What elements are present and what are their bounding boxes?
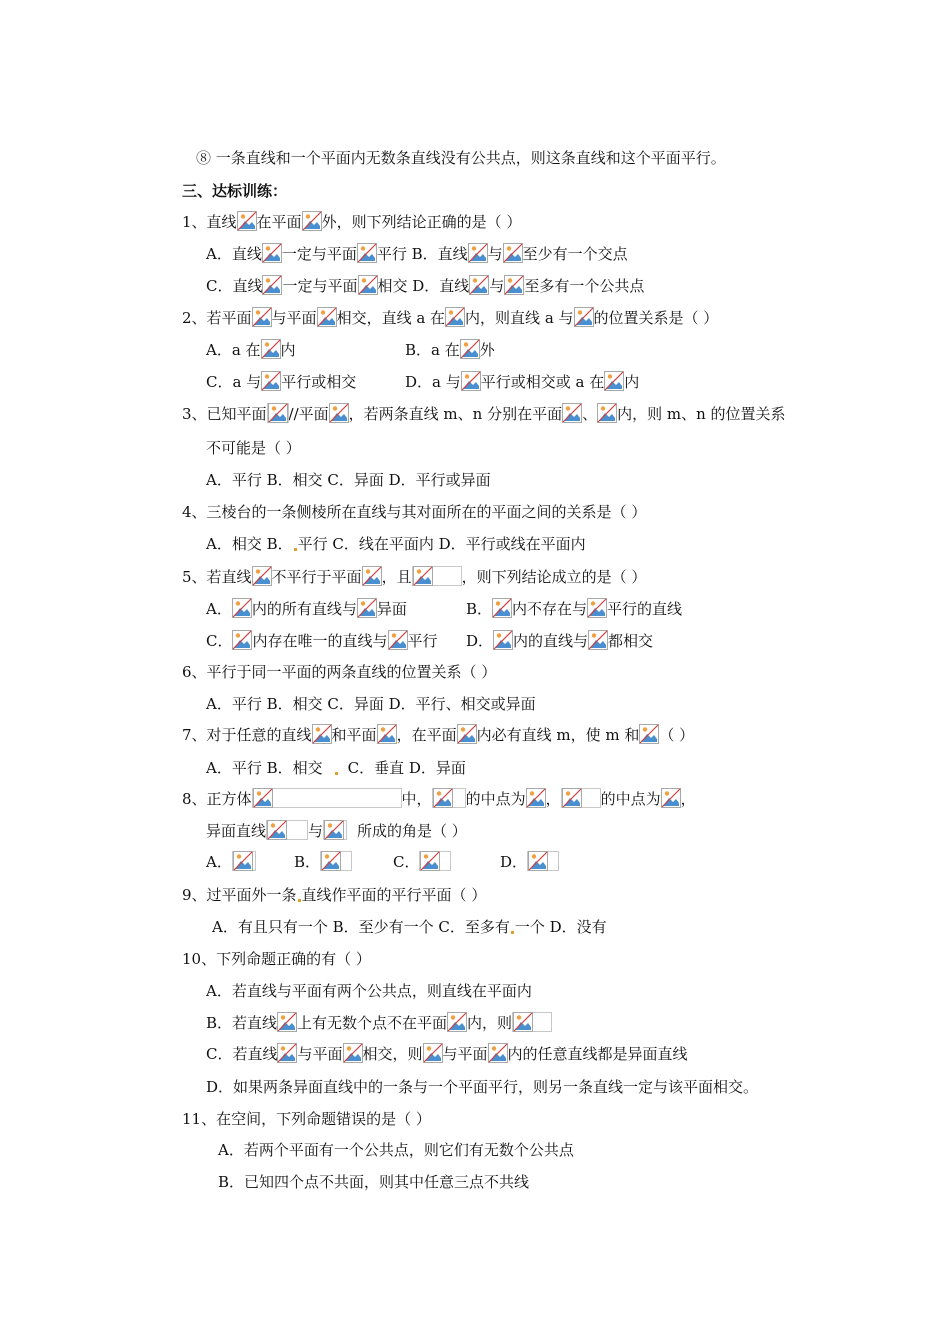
question-10 (182, 949, 371, 969)
text-fragment: 与 (487, 245, 503, 263)
text-fragment: 3、已知平面 (182, 405, 267, 423)
text-fragment: 内不存在与 (512, 600, 588, 618)
text-fragment: C．直线 (206, 277, 263, 295)
text-fragment: 异面直线 (206, 822, 267, 840)
text-fragment: 2、若平面 (182, 309, 252, 327)
broken-image-icon (317, 307, 337, 327)
text-fragment: 内 (280, 341, 296, 359)
text-fragment: 直线作平面的平行平面（ ） (301, 886, 487, 904)
question-4-options (206, 534, 586, 554)
broken-image-icon (268, 403, 288, 423)
text-fragment: 4、三棱台的一条侧棱所在直线与其对面所在的平面之间的关系是（ ） (182, 503, 647, 521)
text-fragment: 至少有一个交点 (522, 245, 628, 263)
text-fragment: 9、过平面外一条 (182, 886, 297, 904)
broken-image-icon (528, 851, 548, 871)
text-fragment: ，且 (381, 568, 412, 586)
image-placeholder (252, 788, 402, 808)
broken-image-icon (302, 211, 322, 231)
question-9 (182, 885, 486, 905)
broken-image-icon (504, 275, 524, 295)
image-placeholder (267, 403, 289, 423)
question-6-options (206, 694, 536, 714)
broken-image-icon (253, 788, 273, 808)
text-fragment: A．若直线与平面有两个公共点，则直线在平面内 (206, 982, 532, 1000)
image-placeholder (232, 851, 256, 871)
broken-image-icon (433, 788, 453, 808)
broken-image-icon (513, 1012, 533, 1032)
text-fragment: 都相交 (608, 632, 654, 650)
text-fragment: 内必有直线 m，使 m 和 (476, 726, 640, 744)
text-fragment: ， (680, 790, 696, 808)
text-fragment: A． (206, 853, 232, 871)
text-fragment: A．有且只有一个 B．至少有一个 C．至多有 (212, 918, 510, 936)
text-fragment: D．a 与 (405, 373, 461, 391)
text-fragment: A． (206, 600, 232, 618)
broken-image-icon (252, 307, 272, 327)
broken-image-icon (597, 403, 617, 423)
text-fragment: 、 (582, 405, 598, 423)
image-placeholder (320, 851, 352, 871)
image-placeholder (412, 566, 462, 586)
broken-image-icon (574, 307, 594, 327)
broken-image-icon (413, 566, 433, 586)
question-3 (182, 403, 786, 423)
question-2-option-b (405, 339, 495, 359)
question-8-option-a (206, 851, 256, 871)
broken-image-icon (493, 630, 513, 650)
text-fragment: 10、下列命题正确的有（ ） (182, 950, 371, 968)
text-fragment: B． (466, 600, 493, 618)
stray-dot (335, 772, 338, 775)
question-5-option-d (466, 630, 653, 650)
text-fragment: A．a 在 (206, 341, 261, 359)
text-fragment: //平面 (288, 405, 329, 423)
question-3-cont (206, 438, 301, 458)
text-fragment: 内 (624, 373, 640, 391)
question-11-option-a (218, 1140, 574, 1160)
text-fragment: 平行 C．线在平面内 D．平行或线在平面内 (297, 535, 586, 553)
text-fragment: 不可能是（ ） (206, 439, 301, 457)
text-fragment: 外，则下列结论正确的是（ ） (321, 213, 522, 231)
broken-image-icon (262, 275, 282, 295)
image-placeholder (512, 1012, 552, 1032)
question-8-option-d (500, 851, 559, 871)
text-fragment: 一定与平面 (282, 277, 358, 295)
image-placeholder (266, 820, 308, 840)
text-fragment: A．平行 B．相交 C．异面 D．平行、相交或异面 (206, 695, 536, 713)
image-placeholder (561, 788, 601, 808)
text-fragment: 一个 D．没有 (514, 918, 607, 936)
question-2-option-d (405, 371, 639, 391)
section-heading (182, 181, 287, 201)
broken-image-icon (420, 851, 440, 871)
broken-image-icon (233, 851, 253, 871)
broken-image-icon (562, 788, 582, 808)
text-fragment: 不平行于平面 (271, 568, 362, 586)
text-fragment: 内，则直线 a 与 (465, 309, 574, 327)
text-fragment: 与平面 (271, 309, 317, 327)
broken-image-icon (237, 211, 257, 231)
text-fragment: （ ） (659, 726, 695, 744)
text-fragment: 5、若直线 (182, 568, 252, 586)
text-fragment: 内的直线与 (513, 632, 589, 650)
text-fragment: C．a 与 (206, 373, 262, 391)
text-fragment: 上有无数个点不在平面 (297, 1014, 448, 1032)
text-fragment: 的位置关系是（ ） (593, 309, 719, 327)
text-fragment: A．平行 B．相交 C．异面 D．平行或异面 (206, 471, 491, 489)
text-fragment: ，若两条直线 m、n 分别在平面 (348, 405, 563, 423)
question-5-option-c (206, 630, 438, 650)
broken-image-icon (445, 307, 465, 327)
broken-image-icon (261, 371, 281, 391)
stray-dot (294, 548, 297, 551)
question-8-option-c (393, 851, 451, 871)
text-fragment: 内的任意直线都是异面直线 (507, 1045, 688, 1063)
question-10-option-b (206, 1012, 552, 1032)
question-10-option-c (206, 1043, 688, 1063)
text-fragment: 异面 (376, 600, 407, 618)
text-fragment: 的中点为 (465, 790, 526, 808)
text-fragment: 平行 B．直线 (376, 245, 468, 263)
question-1-options-cd (206, 275, 644, 295)
text-fragment: ， (545, 790, 561, 808)
text-fragment: D．如果两条异面直线中的一条与一个平面平行，则另一条直线一定与该平面相交。 (206, 1078, 759, 1096)
text-fragment: C．若直线 (206, 1045, 278, 1063)
text-fragment: 与平面 (442, 1045, 488, 1063)
text-fragment: C． (393, 853, 420, 871)
broken-image-icon (604, 371, 624, 391)
question-2 (182, 307, 718, 327)
broken-image-icon (661, 788, 681, 808)
broken-image-icon (469, 275, 489, 295)
broken-image-icon (460, 339, 480, 359)
text-fragment: 平行 (407, 632, 438, 650)
question-2-option-a (206, 339, 296, 359)
text-fragment: ⑧ 一条直线和一个平面内无数条直线没有公共点，则这条直线和这个平面平行。 (196, 149, 726, 167)
text-fragment: 内存在唯一的直线与 (252, 632, 388, 650)
question-3-options (206, 470, 491, 490)
text-fragment: 内的所有直线与 (251, 600, 357, 618)
text-fragment: 至多有一个公共点 (524, 277, 645, 295)
text-fragment: 与 (489, 277, 505, 295)
broken-image-icon (388, 630, 408, 650)
text-fragment: 内，则 (467, 1014, 513, 1032)
question-9-options (212, 917, 607, 937)
broken-image-icon (488, 1043, 508, 1063)
text-fragment: 三、达标训练： (182, 182, 288, 200)
text-fragment: 平行或相交 (281, 373, 357, 391)
broken-image-icon (468, 243, 488, 263)
image-placeholder (527, 851, 559, 871)
broken-image-icon (232, 630, 252, 650)
question-11-option-b (218, 1172, 529, 1192)
question-8-option-b (294, 851, 352, 871)
question-6 (182, 662, 496, 682)
text-fragment: 与平面 (297, 1045, 343, 1063)
text-fragment: B．若直线 (206, 1014, 278, 1032)
text-fragment: D． (500, 853, 528, 871)
text-fragment: 与 (308, 822, 324, 840)
broken-image-icon (329, 403, 349, 423)
text-fragment: 6、平行于同一平面的两条直线的位置关系（ ） (182, 663, 497, 681)
broken-image-icon (262, 243, 282, 263)
broken-image-icon (587, 598, 607, 618)
broken-image-icon (562, 403, 582, 423)
broken-image-icon (267, 820, 287, 840)
question-8-cont (206, 820, 467, 840)
image-placeholder (432, 788, 466, 808)
text-fragment: C． (206, 632, 233, 650)
broken-image-icon (277, 1043, 297, 1063)
question-5-option-b (466, 598, 682, 618)
text-fragment: 和平面 (331, 726, 377, 744)
question-1-options-ab (206, 243, 628, 263)
broken-image-icon (588, 630, 608, 650)
text-fragment: 11、在空间，下列命题错误的是（ ） (182, 1110, 431, 1128)
broken-image-icon (492, 598, 512, 618)
image-placeholder (419, 851, 451, 871)
text-fragment: 相交 D．直线 (377, 277, 470, 295)
text-fragment: A．直线 (206, 245, 262, 263)
text-fragment: 8、正方体 (182, 790, 252, 808)
broken-image-icon (277, 1012, 297, 1032)
broken-image-icon (457, 724, 477, 744)
broken-image-icon (526, 788, 546, 808)
broken-image-icon (343, 1043, 363, 1063)
text-fragment: 平行的直线 (607, 600, 683, 618)
text-fragment: 一定与平面 (281, 245, 357, 263)
question-10-option-a (206, 981, 532, 1001)
text-fragment: ，在平面 (396, 726, 457, 744)
broken-image-icon (377, 724, 397, 744)
text-fragment: B． (294, 853, 321, 871)
text-fragment: D． (466, 632, 494, 650)
question-8 (182, 788, 696, 808)
question-10-option-d (206, 1077, 758, 1097)
text-fragment: 所成的角是（ ） (357, 822, 467, 840)
text-fragment: ，则下列结论成立的是（ ） (461, 568, 647, 586)
broken-image-icon (321, 851, 341, 871)
text-fragment: A．相交 B． (206, 535, 293, 553)
text-fragment: A．若两个平面有一个公共点，则它们有无数个公共点 (218, 1141, 574, 1159)
broken-image-icon (461, 371, 481, 391)
stray-dot (298, 899, 301, 902)
broken-image-icon (324, 820, 344, 840)
broken-image-icon (261, 339, 281, 359)
broken-image-icon (639, 724, 659, 744)
text-fragment: 的中点为 (600, 790, 661, 808)
text-fragment: 1、直线 (182, 213, 237, 231)
text-fragment: 7、对于任意的直线 (182, 726, 312, 744)
question-7-options (206, 758, 466, 778)
question-5 (182, 566, 646, 586)
broken-image-icon (503, 243, 523, 263)
text-fragment: B．a 在 (405, 341, 460, 359)
text-fragment: 内，则 m、n 的位置关系 (617, 405, 786, 423)
text-fragment: B．已知四个点不共面，则其中任意三点不共线 (218, 1173, 530, 1191)
question-1 (182, 211, 521, 231)
broken-image-icon (423, 1043, 443, 1063)
broken-image-icon (447, 1012, 467, 1032)
question-4 (182, 502, 646, 522)
question-2-option-c (206, 371, 356, 391)
text-fragment: 中， (401, 790, 432, 808)
question-7 (182, 724, 694, 744)
broken-image-icon (362, 566, 382, 586)
broken-image-icon (357, 598, 377, 618)
text-fragment: 外 (479, 341, 495, 359)
image-placeholder (323, 820, 347, 840)
stray-dot (511, 931, 514, 934)
text-fragment: A．平行 B．相交 (206, 759, 323, 777)
question-5-option-a (206, 598, 407, 618)
text-fragment: 相交，则 (362, 1045, 423, 1063)
question-11 (182, 1109, 431, 1129)
broken-image-icon (358, 275, 378, 295)
broken-image-icon (312, 724, 332, 744)
text-fragment: 在平面 (256, 213, 302, 231)
text-fragment: 相交，直线 a 在 (336, 309, 446, 327)
statement-8 (196, 148, 726, 168)
broken-image-icon (232, 598, 252, 618)
broken-image-icon (357, 243, 377, 263)
broken-image-icon (252, 566, 272, 586)
text-fragment: 平行或相交或 a 在 (480, 373, 605, 391)
text-fragment: C．垂直 D．异面 (347, 759, 466, 777)
